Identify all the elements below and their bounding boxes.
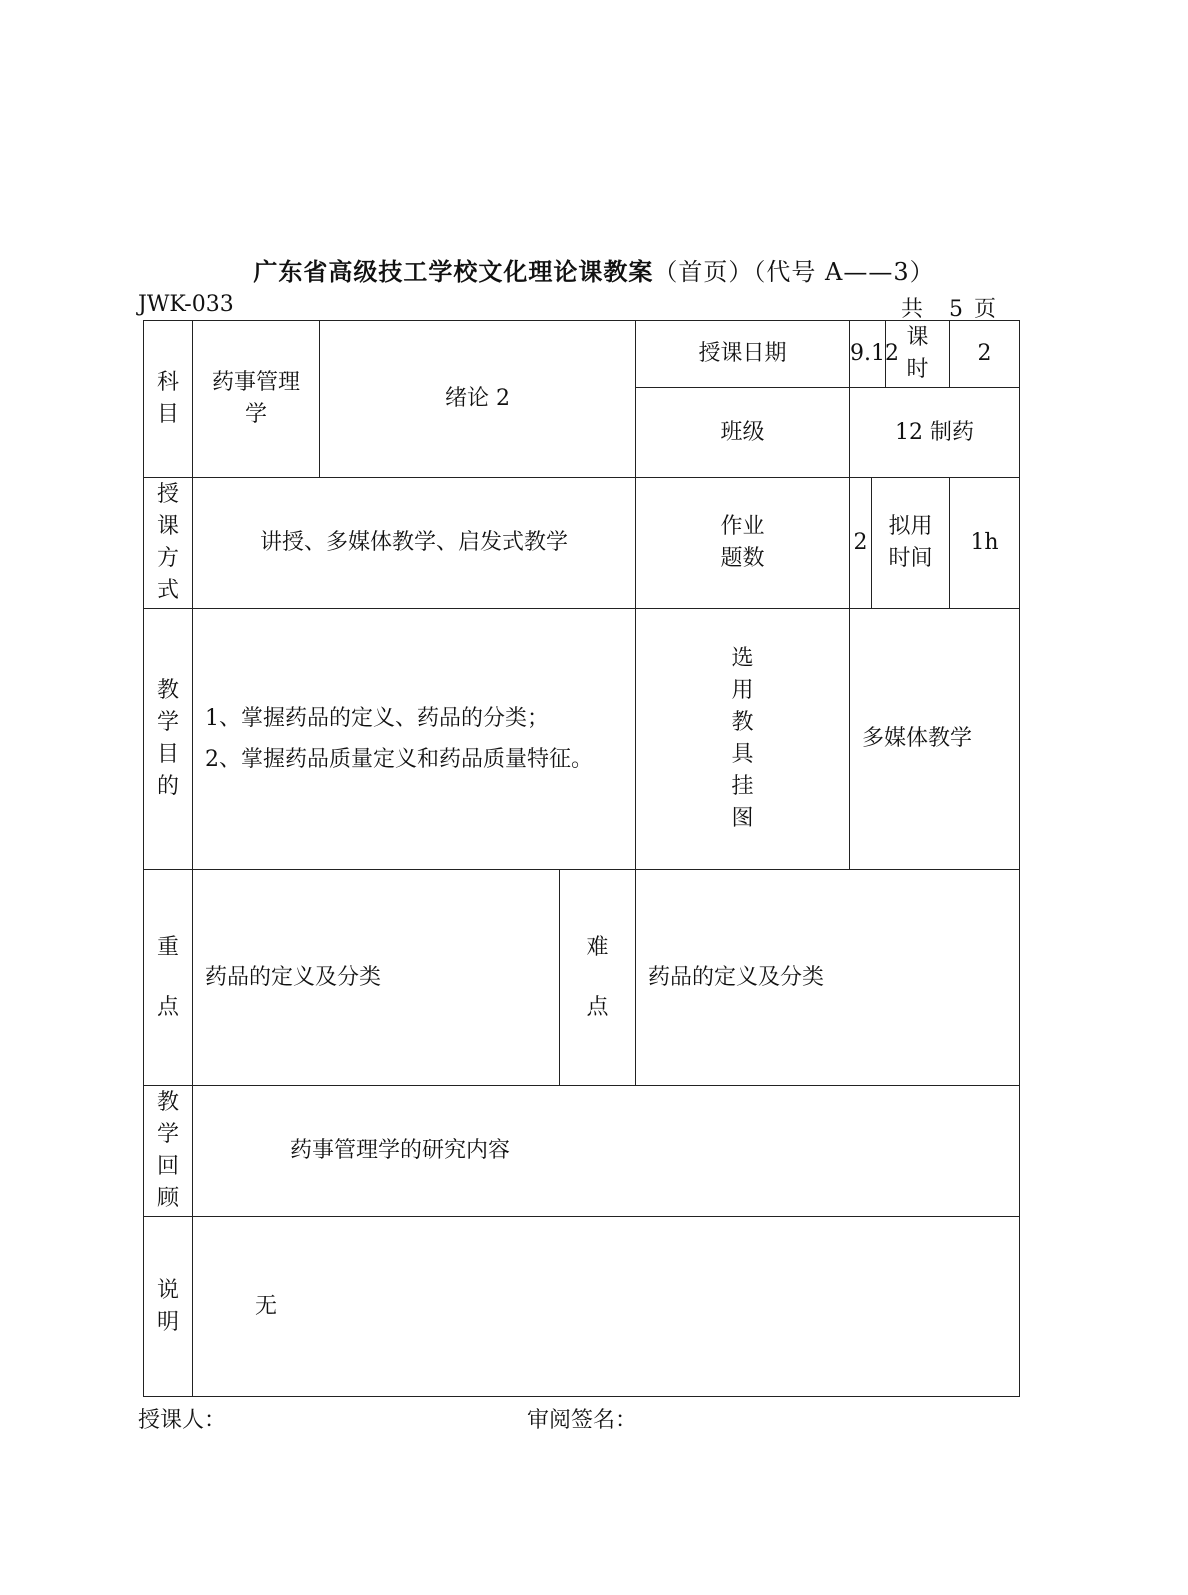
class-label: 班级 — [636, 388, 850, 478]
subject-value: 药事管理 学 — [193, 321, 320, 478]
planned-time-label: 拟用 时间 — [872, 478, 950, 609]
key-point-value: 药品的定义及分类 — [193, 870, 560, 1086]
notes-value: 无 — [193, 1217, 1020, 1397]
title-main: 广东省高级技工学校文化理论课教案 — [253, 257, 654, 286]
method-value: 讲授、多媒体教学、启发式教学 — [193, 478, 636, 609]
class-value: 12 制药 — [850, 388, 1020, 478]
tools-value: 多媒体教学 — [850, 609, 1020, 870]
planned-time-value: 1h — [950, 478, 1020, 609]
hours-label: 课 时 — [886, 321, 950, 388]
lesson-plan-table — [143, 320, 1020, 1397]
review-value: 药事管理学的研究内容 — [193, 1086, 1020, 1217]
date-value: 9.12 — [850, 321, 886, 388]
homework-value: 2 — [850, 478, 872, 609]
title-suffix: （首页）（代号 A——3） — [653, 258, 935, 286]
difficulty-value: 药品的定义及分类 — [636, 870, 1020, 1086]
review-label: 教 学 回 顾 — [144, 1086, 193, 1217]
date-label: 授课日期 — [636, 321, 850, 388]
teacher-label: 授课人： — [138, 1408, 227, 1433]
topic-value: 绪论 2 — [320, 321, 636, 478]
homework-label: 作业 题数 — [636, 478, 850, 609]
document-title — [0, 252, 1188, 287]
hours-value: 2 — [950, 321, 1020, 388]
method-label: 授 课 方 式 — [144, 478, 193, 609]
purpose-label: 教 学 目 的 — [144, 609, 193, 870]
difficulty-label: 难 点 — [560, 870, 636, 1086]
tools-label: 选 用 教 具 挂 图 — [636, 609, 850, 870]
purpose-value: 1、掌握药品的定义、药品的分类； 2、掌握药品质量定义和药品质量特征。 — [193, 609, 636, 870]
page-count: 共 5 页 — [901, 297, 998, 322]
document-code: JWK-033 — [138, 292, 234, 317]
review-signature-label: 审阅签名： — [527, 1408, 638, 1433]
key-point-label: 重 点 — [144, 870, 193, 1086]
subject-label: 科 目 — [144, 321, 193, 478]
notes-label: 说 明 — [144, 1217, 193, 1397]
